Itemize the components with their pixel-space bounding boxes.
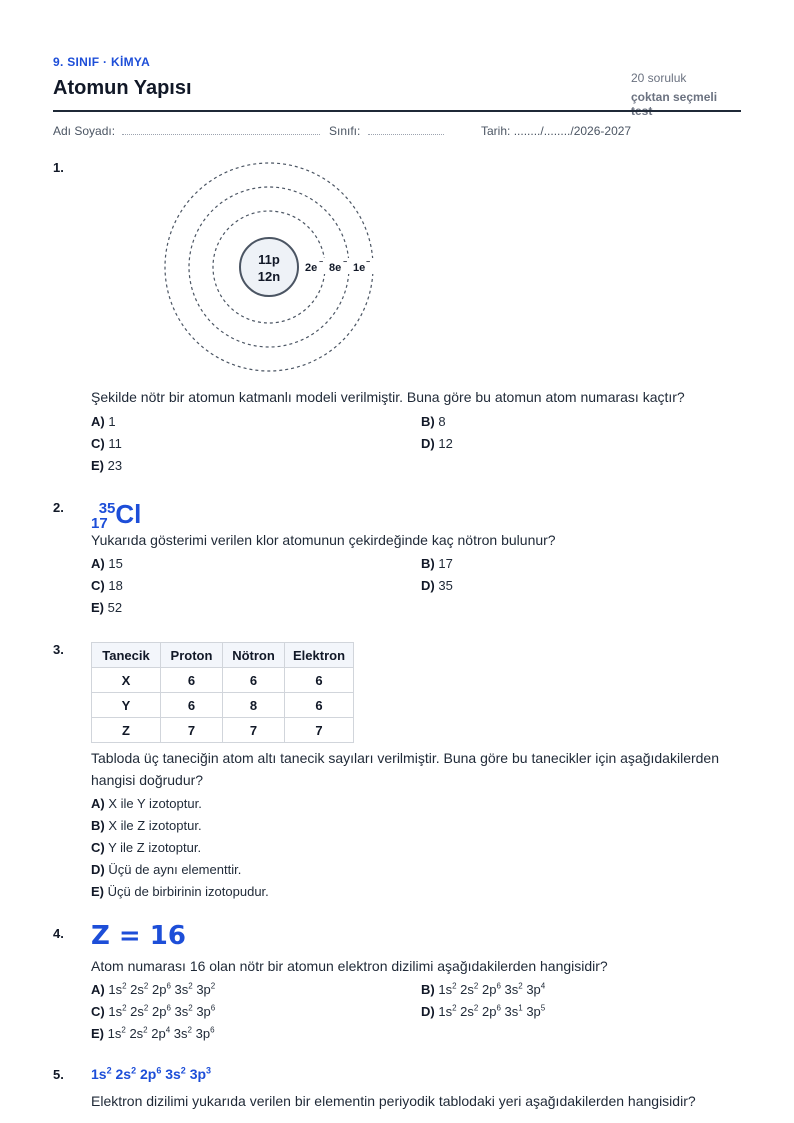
name-field[interactable] xyxy=(53,124,320,138)
electron-count: 6 xyxy=(496,1003,501,1013)
electron-count: 2 xyxy=(473,981,479,991)
table-row xyxy=(92,718,354,743)
atomic-number-headline: Z = 16 xyxy=(91,921,186,951)
orbital-term: $2p^4$ xyxy=(151,1025,171,1041)
shell-1-sign: − xyxy=(319,259,324,266)
option-letter: D) xyxy=(421,1004,435,1019)
question-number: 3. xyxy=(53,642,64,657)
table-cell: Z xyxy=(92,718,161,743)
option-a[interactable] xyxy=(91,982,215,997)
electron-count: 2 xyxy=(180,1065,186,1075)
test-type: çoktan seçmeli xyxy=(631,90,718,104)
option-c[interactable] xyxy=(91,1004,215,1019)
column-header: Nötron xyxy=(223,643,285,668)
orbital-term: $2s^2$ xyxy=(129,1025,148,1041)
electron-configuration xyxy=(91,1065,211,1082)
electron-count: 2 xyxy=(143,981,149,991)
orbital-term: $3p^2$ xyxy=(196,981,216,997)
table-row xyxy=(92,693,354,718)
option-c[interactable]: C) Y ile Z izotoptur. xyxy=(91,840,202,855)
electron-count: 3 xyxy=(206,1065,212,1075)
mass-number: 35 xyxy=(98,500,116,517)
shell-2-count: 8e xyxy=(329,262,342,274)
question-number: 5. xyxy=(53,1067,64,1082)
electron-count: 4 xyxy=(540,981,546,991)
orbital-term: $3p^6$ xyxy=(195,1025,215,1041)
page-title: Atomun Yapısı xyxy=(53,77,192,99)
table-cell: 7 xyxy=(223,718,285,743)
table-cell: 6 xyxy=(223,668,285,693)
column-header: Elektron xyxy=(285,643,354,668)
option-a[interactable]: A) 15 xyxy=(91,556,123,571)
electron-count: 2 xyxy=(452,981,457,991)
question-number: 1. xyxy=(53,160,64,175)
nucleus xyxy=(240,238,298,296)
table-cell: 6 xyxy=(285,693,354,718)
table-cell: 6 xyxy=(285,668,354,693)
table-cell: X xyxy=(92,668,161,693)
class-field[interactable] xyxy=(329,124,444,138)
option-a[interactable]: A) 1 xyxy=(91,414,116,429)
option-e[interactable] xyxy=(91,1026,215,1041)
option-a[interactable]: A) X ile Y izotoptur. xyxy=(91,796,202,811)
orbital-term: $3p^4$ xyxy=(526,981,546,997)
table-cell: Y xyxy=(92,693,161,718)
class-blank[interactable] xyxy=(368,124,444,135)
atomic-number: 17 xyxy=(91,515,108,532)
shell-3-sign: − xyxy=(366,259,371,266)
option-d[interactable] xyxy=(421,1004,545,1019)
option-letter: E) xyxy=(91,1026,104,1041)
table-cell: 7 xyxy=(285,718,354,743)
question-stem: Atom numarası 16 olan nötr bir atomun elektron dizilimi aşağıdakilerden hangisidir? xyxy=(91,958,608,974)
electron-count: 2 xyxy=(188,1003,193,1013)
table-row xyxy=(92,668,354,693)
orbital-term: $3s^2$ xyxy=(174,1003,193,1019)
electron-count: 2 xyxy=(131,1065,137,1075)
question-stem: Tabloda üç taneciğin atom altı tanecik sayıları verilmiştir. Buna göre bu tanecikler için aşağıdakilerden hangisi doğrudur? xyxy=(91,750,719,788)
option-letter: B) xyxy=(421,982,435,997)
table-header-row xyxy=(92,643,354,668)
electron-count: 6 xyxy=(156,1065,162,1075)
option-b[interactable]: B) 8 xyxy=(421,414,446,429)
orbital-term: $2s^2$ xyxy=(130,981,149,997)
question-number: 4. xyxy=(53,926,64,941)
electron-count: 2 xyxy=(106,1065,112,1075)
date-field[interactable] xyxy=(481,124,631,138)
date-value: ......../......../2026-2027 xyxy=(513,124,632,138)
orbital-term: $3s^2$ xyxy=(174,981,193,997)
orbital-term: $1s^2$ xyxy=(438,1003,457,1019)
atom-shell-diagram xyxy=(151,160,391,380)
electron-count: 2 xyxy=(143,1025,148,1035)
name-label: Adı Soyadı: xyxy=(53,124,116,138)
shell-1-count: 2e xyxy=(305,262,318,274)
header-divider xyxy=(53,110,741,112)
orbital-term: $1s^2$ xyxy=(108,981,127,997)
electron-count: 6 xyxy=(496,981,501,991)
name-blank[interactable] xyxy=(122,124,320,135)
question-stem: Yukarıda gösterimi verilen klor atomunun çekirdeğinde kaç nötron bulunur? xyxy=(91,532,556,548)
electron-count: 6 xyxy=(210,1025,215,1035)
nucleus-neutrons: 12n xyxy=(257,269,281,284)
electron-count: 6 xyxy=(210,1003,216,1013)
electron-count: 2 xyxy=(122,981,127,991)
electron-count: 1 xyxy=(518,1003,523,1013)
question-number: 2. xyxy=(53,500,64,515)
electron-count: 2 xyxy=(122,1003,127,1013)
orbital-term: $1s^2$ xyxy=(108,1003,127,1019)
date-label: Tarih: xyxy=(481,124,511,138)
shell-3-count: 1e xyxy=(353,262,366,274)
column-header: Proton xyxy=(161,643,223,668)
option-e[interactable]: E) 23 xyxy=(91,458,123,473)
orbital-term: $1s^2$ xyxy=(91,1065,112,1082)
electron-count: 5 xyxy=(540,1003,546,1013)
orbital-term: $3p^5$ xyxy=(526,1003,546,1019)
class-label: Sınıfı: xyxy=(329,124,361,138)
orbital-term: $2p^6$ xyxy=(139,1065,162,1082)
nucleus-protons: 11p xyxy=(258,252,280,267)
electron-count: 2 xyxy=(143,1003,149,1013)
electron-count: 2 xyxy=(452,1003,457,1013)
question-stem: Elektron dizilimi yukarıda verilen bir elementin periyodik tablodaki yeri aşağıdakilerden hangisidir? xyxy=(91,1093,696,1109)
orbital-term: $2s^2$ xyxy=(115,1065,137,1082)
option-letter: A) xyxy=(91,982,105,997)
option-d[interactable]: D) 35 xyxy=(421,578,453,593)
orbital-term: $2s^2$ xyxy=(460,1003,479,1019)
electron-count: 2 xyxy=(187,1025,192,1035)
orbital-term: $3p^6$ xyxy=(196,1003,216,1019)
option-letter: C) xyxy=(91,1004,105,1019)
table-cell: 6 xyxy=(161,693,223,718)
option-c[interactable]: C) 11 xyxy=(91,436,122,451)
electron-count: 4 xyxy=(165,1025,171,1035)
option-d[interactable]: D) Üçü de aynı elementtir. xyxy=(91,862,242,877)
option-e[interactable]: E) Üçü de birbirinin izotopudur. xyxy=(91,884,269,899)
electron-count: 6 xyxy=(166,1003,171,1013)
electron-count: 6 xyxy=(166,981,171,991)
table-cell: 7 xyxy=(161,718,223,743)
shell-2-sign: − xyxy=(343,259,348,266)
orbital-term: $1s^2$ xyxy=(107,1025,126,1041)
orbital-term: $3s^2$ xyxy=(165,1065,186,1082)
particle-table xyxy=(91,642,354,743)
option-b[interactable]: B) X ile Z izotoptur. xyxy=(91,818,202,833)
orbital-term: $3p^3$ xyxy=(189,1065,212,1082)
orbital-term: $3s^2$ xyxy=(173,1025,192,1041)
orbital-term: $2p^6$ xyxy=(151,981,171,997)
option-d[interactable]: D) 12 xyxy=(421,436,453,451)
orbital-term: $2p^6$ xyxy=(481,1003,501,1019)
option-c[interactable]: C) 18 xyxy=(91,578,123,593)
electron-count: 2 xyxy=(518,981,523,991)
table-cell: 6 xyxy=(161,668,223,693)
orbital-term: $3s^1$ xyxy=(504,1003,523,1019)
option-b[interactable] xyxy=(421,982,545,997)
electron-count: 2 xyxy=(121,1025,126,1035)
orbital-term: $2p^6$ xyxy=(481,981,501,997)
electron-count: 2 xyxy=(188,981,193,991)
orbital-term: $2p^6$ xyxy=(151,1003,171,1019)
orbital-term: $2s^2$ xyxy=(460,981,479,997)
question-count: 20 soruluk xyxy=(631,71,687,85)
column-header: Tanecik xyxy=(92,643,161,668)
table-cell: 8 xyxy=(223,693,285,718)
option-b[interactable]: B) 17 xyxy=(421,556,453,571)
orbital-term: $3s^2$ xyxy=(504,981,523,997)
orbital-term: $2s^2$ xyxy=(130,1003,149,1019)
element-symbol: Cl xyxy=(115,499,142,529)
electron-count: 2 xyxy=(210,981,216,991)
orbital-term: $1s^2$ xyxy=(438,981,457,997)
electron-count: 2 xyxy=(473,1003,479,1013)
option-e[interactable]: E) 52 xyxy=(91,600,123,615)
question-stem: Şekilde nötr bir atomun katmanlı modeli verilmiştir. Buna göre bu atomun atom numarası kaçtır? xyxy=(91,389,685,405)
subject-label: 9. SINIF · KİMYA xyxy=(53,55,151,69)
